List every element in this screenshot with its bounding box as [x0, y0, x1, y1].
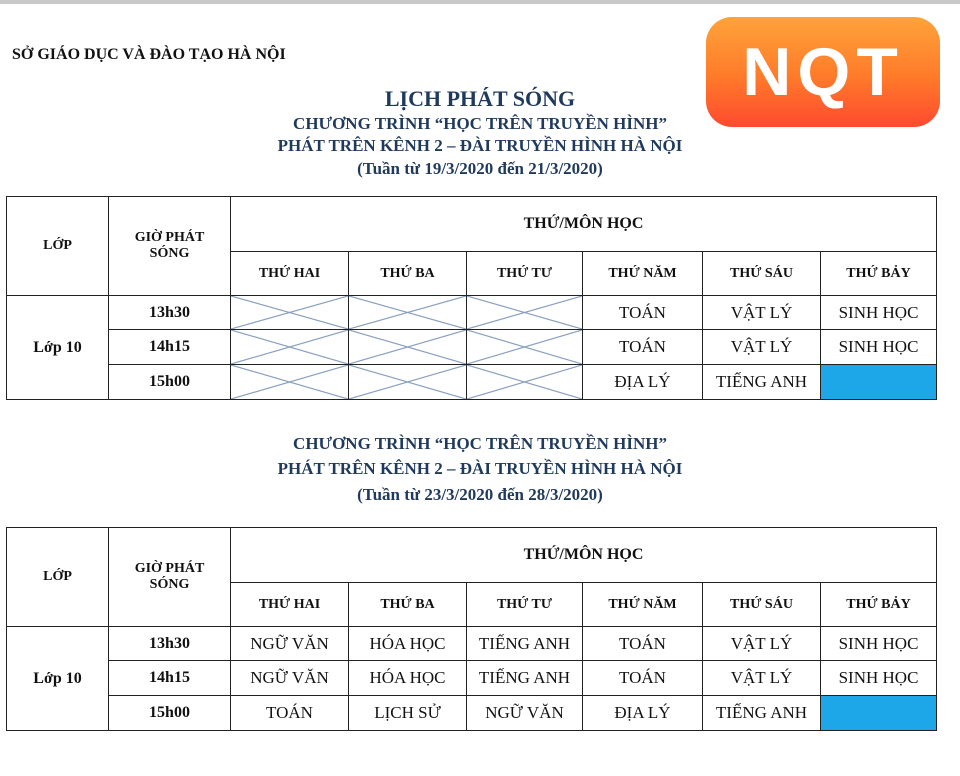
class-name: Lớp 10 — [7, 296, 109, 400]
subject-cell: HÓA HỌC — [349, 661, 467, 696]
subject-cell: TIẾNG ANH — [467, 661, 583, 696]
time-cell: 15h00 — [109, 365, 231, 400]
table-row — [7, 296, 937, 330]
subject-cell: VẬT LÝ — [703, 296, 821, 330]
header-time: GIỜ PHÁT SÓNG — [109, 197, 231, 296]
empty-cell — [231, 330, 349, 365]
subject-cell: TOÁN — [231, 696, 349, 731]
empty-cell — [467, 330, 583, 365]
time-cell: 14h15 — [109, 661, 231, 696]
time-cell: 13h30 — [109, 296, 231, 330]
subject-cell: TOÁN — [583, 296, 703, 330]
highlighted-empty-cell — [821, 365, 937, 400]
header-day-subject: THỨ/MÔN HỌC — [231, 528, 937, 583]
logo-text: NQT — [742, 34, 904, 110]
subject-cell: VẬT LÝ — [703, 330, 821, 365]
subject-cell: NGỮ VĂN — [231, 627, 349, 661]
subject-cell: TOÁN — [583, 330, 703, 365]
header-time: GIỜ PHÁT SÓNG — [109, 528, 231, 627]
header-day: THỨ TƯ — [467, 252, 583, 296]
subject-cell: SINH HỌC — [821, 296, 937, 330]
header-day: THỨ NĂM — [583, 583, 703, 627]
header-day: THỨ BẢY — [821, 583, 937, 627]
subject-cell: TIẾNG ANH — [703, 365, 821, 400]
header-day: THỨ HAI — [231, 252, 349, 296]
top-divider — [0, 0, 960, 4]
subject-cell: SINH HỌC — [821, 661, 937, 696]
subject-cell: TOÁN — [583, 661, 703, 696]
header-day: THỨ BA — [349, 583, 467, 627]
table-row — [7, 661, 937, 696]
empty-cell — [349, 296, 467, 330]
subject-cell: ĐỊA LÝ — [583, 696, 703, 731]
program-title-1: CHƯƠNG TRÌNH “HỌC TRÊN TRUYỀN HÌNH” — [293, 114, 667, 133]
header-day: THỨ HAI — [231, 583, 349, 627]
empty-cell — [349, 365, 467, 400]
subject-cell: SINH HỌC — [821, 330, 937, 365]
subject-cell: TOÁN — [583, 627, 703, 661]
subject-cell: VẬT LÝ — [703, 661, 821, 696]
header-class: LỚP — [7, 528, 109, 627]
header-day-subject: THỨ/MÔN HỌC — [231, 197, 937, 252]
subject-cell: NGỮ VĂN — [467, 696, 583, 731]
table-row — [7, 696, 937, 731]
subject-cell: NGỮ VĂN — [231, 661, 349, 696]
organization-name: SỞ GIÁO DỤC VÀ ĐÀO TẠO HÀ NỘI — [12, 46, 286, 63]
empty-cell — [231, 296, 349, 330]
channel-line-1: PHÁT TRÊN KÊNH 2 – ĐÀI TRUYỀN HÌNH HÀ NỘI — [277, 136, 683, 155]
table-row — [7, 330, 937, 365]
program-title-2: CHƯƠNG TRÌNH “HỌC TRÊN TRUYỀN HÌNH” — [293, 434, 667, 453]
header-day: THỨ TƯ — [467, 583, 583, 627]
subject-cell: TIẾNG ANH — [467, 627, 583, 661]
header-class: LỚP — [7, 197, 109, 296]
table-row — [7, 365, 937, 400]
header-day: THỨ SÁU — [703, 583, 821, 627]
time-cell: 13h30 — [109, 627, 231, 661]
empty-cell — [467, 296, 583, 330]
header-day: THỨ BA — [349, 252, 467, 296]
subject-cell: HÓA HỌC — [349, 627, 467, 661]
subject-cell: ĐỊA LÝ — [583, 365, 703, 400]
subject-cell: VẬT LÝ — [703, 627, 821, 661]
week-range-2: (Tuần từ 23/3/2020 đến 28/3/2020) — [357, 485, 603, 504]
schedule-table-2 — [6, 527, 937, 731]
header-day: THỨ NĂM — [583, 252, 703, 296]
empty-cell — [231, 365, 349, 400]
time-cell: 14h15 — [109, 330, 231, 365]
highlighted-empty-cell — [821, 696, 937, 731]
subject-cell: LỊCH SỬ — [349, 696, 467, 731]
page-title: LỊCH PHÁT SÓNG — [384, 86, 576, 111]
class-name: Lớp 10 — [7, 627, 109, 731]
subject-cell: SINH HỌC — [821, 627, 937, 661]
empty-cell — [467, 365, 583, 400]
time-cell: 15h00 — [109, 696, 231, 731]
channel-line-2: PHÁT TRÊN KÊNH 2 – ĐÀI TRUYỀN HÌNH HÀ NỘI — [277, 459, 683, 478]
week-range-1: (Tuần từ 19/3/2020 đến 21/3/2020) — [357, 159, 603, 178]
empty-cell — [349, 330, 467, 365]
table-row — [7, 627, 937, 661]
schedule-table-1 — [6, 196, 937, 400]
header-day: THỨ BẢY — [821, 252, 937, 296]
header-day: THỨ SÁU — [703, 252, 821, 296]
subject-cell: TIẾNG ANH — [703, 696, 821, 731]
